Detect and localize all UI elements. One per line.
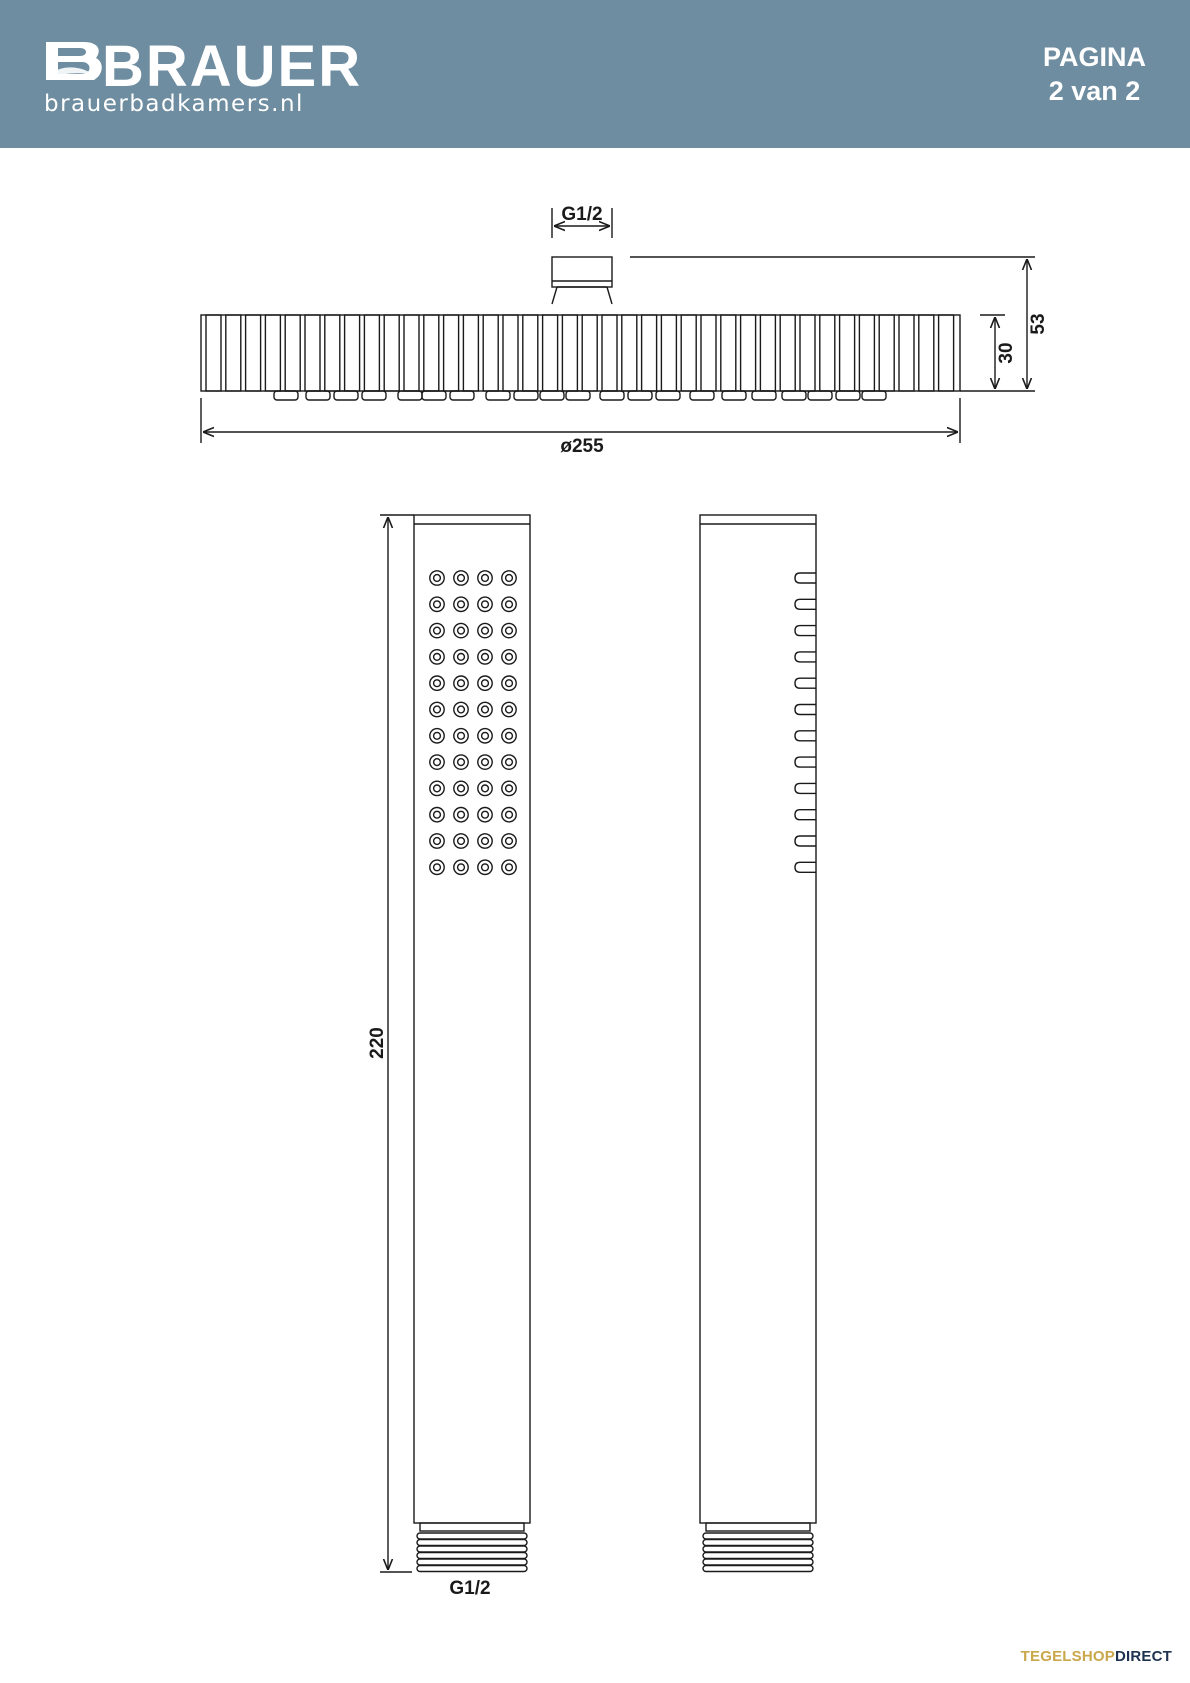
jet-hole bbox=[458, 654, 465, 661]
jet-hole bbox=[482, 811, 489, 818]
plate-rib bbox=[562, 315, 577, 391]
thread-ring bbox=[703, 1559, 813, 1565]
side-nozzle bbox=[795, 678, 816, 688]
jet-hole bbox=[434, 864, 441, 871]
plate-rib bbox=[444, 315, 459, 391]
hand-shower-jets bbox=[430, 571, 516, 875]
jet-ring bbox=[502, 623, 516, 637]
jet-ring bbox=[454, 755, 468, 769]
jet-ring bbox=[502, 597, 516, 611]
jet-hole bbox=[458, 706, 465, 713]
jet-hole bbox=[506, 838, 513, 845]
jet-hole bbox=[458, 759, 465, 766]
jet-hole bbox=[434, 785, 441, 792]
footer-brand-part2: DIRECT bbox=[1114, 1648, 1172, 1665]
jet-hole bbox=[482, 864, 489, 871]
head-diameter-label: ø255 bbox=[560, 436, 604, 457]
plate-nozzle bbox=[422, 391, 446, 400]
plate-nozzle bbox=[274, 391, 298, 400]
plate-nozzle bbox=[486, 391, 510, 400]
jet-ring bbox=[454, 834, 468, 848]
jet-hole bbox=[506, 706, 513, 713]
plate-rib bbox=[206, 315, 221, 391]
shower-head-plate bbox=[201, 315, 960, 391]
plate-rib bbox=[602, 315, 617, 391]
hand-shower-side-thread bbox=[703, 1523, 813, 1572]
jet-ring bbox=[502, 729, 516, 743]
thread-ring bbox=[417, 1533, 527, 1539]
side-nozzle bbox=[795, 705, 816, 715]
jet-hole bbox=[482, 575, 489, 582]
jet-ring bbox=[454, 623, 468, 637]
thread-ring bbox=[703, 1566, 813, 1572]
jet-ring bbox=[478, 597, 492, 611]
plate-nozzle bbox=[690, 391, 714, 400]
plate-rib bbox=[661, 315, 676, 391]
jet-ring bbox=[502, 650, 516, 664]
jet-hole bbox=[482, 838, 489, 845]
side-nozzle bbox=[795, 626, 816, 636]
jet-hole bbox=[482, 601, 489, 608]
jet-ring bbox=[430, 755, 444, 769]
jet-ring bbox=[454, 676, 468, 690]
jet-hole bbox=[434, 732, 441, 739]
jet-hole bbox=[506, 759, 513, 766]
jet-hole bbox=[506, 732, 513, 739]
thread-ring bbox=[703, 1540, 813, 1546]
jet-hole bbox=[434, 706, 441, 713]
plate-nozzle bbox=[566, 391, 590, 400]
jet-ring bbox=[478, 860, 492, 874]
jet-hole bbox=[506, 864, 513, 871]
jet-ring bbox=[430, 729, 444, 743]
hand-shower-length-label: 220 bbox=[367, 1027, 388, 1059]
plate-rib bbox=[721, 315, 736, 391]
jet-hole bbox=[482, 732, 489, 739]
jet-ring bbox=[478, 702, 492, 716]
jet-ring bbox=[430, 860, 444, 874]
plate-rib bbox=[939, 315, 954, 391]
jet-ring bbox=[454, 729, 468, 743]
jet-ring bbox=[502, 702, 516, 716]
jet-ring bbox=[502, 781, 516, 795]
shower-head-drawing bbox=[201, 208, 1035, 443]
jet-ring bbox=[502, 755, 516, 769]
head-connection-label: G1/2 bbox=[561, 204, 603, 225]
jet-hole bbox=[458, 838, 465, 845]
jet-ring bbox=[478, 571, 492, 585]
jet-ring bbox=[430, 808, 444, 822]
page-indicator bbox=[1043, 40, 1146, 108]
plate-rib bbox=[820, 315, 835, 391]
jet-hole bbox=[458, 785, 465, 792]
plate-rib bbox=[305, 315, 320, 391]
side-nozzle bbox=[795, 757, 816, 767]
jet-ring bbox=[454, 781, 468, 795]
shower-head-connector bbox=[552, 257, 612, 287]
jet-hole bbox=[458, 627, 465, 634]
plate-rib bbox=[246, 315, 261, 391]
jet-hole bbox=[482, 680, 489, 687]
plate-rib bbox=[463, 315, 478, 391]
plate-nozzle bbox=[808, 391, 832, 400]
thread-ring bbox=[417, 1546, 527, 1552]
thread-ring bbox=[703, 1553, 813, 1559]
jet-ring bbox=[478, 729, 492, 743]
jet-ring bbox=[478, 676, 492, 690]
brand-name: BRAUER bbox=[102, 34, 363, 99]
thread-ring bbox=[703, 1546, 813, 1552]
jet-ring bbox=[454, 597, 468, 611]
plate-rib bbox=[384, 315, 399, 391]
plate-rib bbox=[483, 315, 498, 391]
page-label-title: PAGINA bbox=[1042, 42, 1146, 72]
plate-rib bbox=[345, 315, 360, 391]
jet-hole bbox=[458, 680, 465, 687]
jet-hole bbox=[506, 627, 513, 634]
plate-nozzle bbox=[862, 391, 886, 400]
jet-ring bbox=[478, 623, 492, 637]
jet-hole bbox=[506, 811, 513, 818]
plate-nozzle bbox=[398, 391, 422, 400]
plate-nozzle bbox=[540, 391, 564, 400]
plate-nozzle bbox=[656, 391, 680, 400]
plate-rib bbox=[859, 315, 874, 391]
plate-nozzle bbox=[362, 391, 386, 400]
jet-hole bbox=[434, 759, 441, 766]
jet-hole bbox=[482, 627, 489, 634]
side-nozzle bbox=[795, 652, 816, 662]
thread-ring bbox=[417, 1566, 527, 1572]
hand-shower-side-nozzles bbox=[795, 573, 816, 872]
thread-ring bbox=[417, 1553, 527, 1559]
side-nozzle bbox=[795, 731, 816, 741]
page-label-count: 2 van 2 bbox=[1048, 76, 1141, 106]
brand-url: brauerbadkamers.nl bbox=[44, 91, 304, 117]
jet-hole bbox=[506, 575, 513, 582]
jet-ring bbox=[502, 860, 516, 874]
plate-rib bbox=[265, 315, 280, 391]
plate-rib bbox=[741, 315, 756, 391]
plate-rib bbox=[780, 315, 795, 391]
jet-ring bbox=[478, 755, 492, 769]
jet-hole bbox=[506, 654, 513, 661]
jet-ring bbox=[478, 808, 492, 822]
jet-hole bbox=[458, 811, 465, 818]
jet-ring bbox=[502, 676, 516, 690]
jet-hole bbox=[482, 785, 489, 792]
plate-rib bbox=[840, 315, 855, 391]
jet-ring bbox=[478, 834, 492, 848]
side-nozzle bbox=[795, 862, 816, 872]
plate-rib bbox=[681, 315, 696, 391]
jet-hole bbox=[458, 601, 465, 608]
page-header bbox=[0, 0, 1190, 148]
jet-hole bbox=[458, 732, 465, 739]
jet-ring bbox=[454, 860, 468, 874]
jet-ring bbox=[430, 623, 444, 637]
jet-ring bbox=[430, 834, 444, 848]
technical-drawing bbox=[0, 148, 1190, 1683]
plate-rib bbox=[523, 315, 538, 391]
plate-rib bbox=[404, 315, 419, 391]
jet-ring bbox=[478, 781, 492, 795]
plate-rib bbox=[760, 315, 775, 391]
plate-rib bbox=[503, 315, 518, 391]
hand-shower-side-drawing bbox=[700, 515, 816, 1572]
plate-nozzle bbox=[782, 391, 806, 400]
thread-collar bbox=[420, 1523, 524, 1531]
plate-rib bbox=[582, 315, 597, 391]
jet-ring bbox=[430, 676, 444, 690]
hand-shower-side-body bbox=[700, 515, 816, 1523]
jet-hole bbox=[434, 654, 441, 661]
hand-shower-front-thread bbox=[417, 1523, 527, 1572]
plate-rib bbox=[899, 315, 914, 391]
plate-nozzle bbox=[334, 391, 358, 400]
footer-brand bbox=[1021, 1648, 1172, 1665]
plate-rib bbox=[919, 315, 934, 391]
plate-rib bbox=[642, 315, 657, 391]
plate-nozzle bbox=[450, 391, 474, 400]
plate-nozzle bbox=[722, 391, 746, 400]
thread-ring bbox=[703, 1533, 813, 1539]
jet-ring bbox=[454, 650, 468, 664]
jet-hole bbox=[506, 601, 513, 608]
jet-ring bbox=[430, 781, 444, 795]
head-plate-height-label: 30 bbox=[996, 342, 1017, 364]
thread-collar bbox=[706, 1523, 810, 1531]
jet-ring bbox=[430, 702, 444, 716]
thread-ring bbox=[417, 1559, 527, 1565]
jet-ring bbox=[430, 650, 444, 664]
footer-brand-part1: TEGELSHOP bbox=[1020, 1648, 1115, 1665]
jet-hole bbox=[434, 838, 441, 845]
plate-rib bbox=[800, 315, 815, 391]
jet-ring bbox=[502, 808, 516, 822]
jet-ring bbox=[502, 571, 516, 585]
jet-hole bbox=[434, 575, 441, 582]
plate-rib bbox=[325, 315, 340, 391]
plate-rib bbox=[879, 315, 894, 391]
thread-ring bbox=[417, 1540, 527, 1546]
plate-rib bbox=[226, 315, 241, 391]
side-nozzle bbox=[795, 810, 816, 820]
plate-nozzle bbox=[514, 391, 538, 400]
jet-hole bbox=[482, 654, 489, 661]
jet-ring bbox=[454, 571, 468, 585]
jet-hole bbox=[434, 811, 441, 818]
plate-rib bbox=[543, 315, 558, 391]
shower-head-ribs bbox=[206, 315, 954, 391]
plate-rib bbox=[285, 315, 300, 391]
jet-hole bbox=[482, 759, 489, 766]
hand-shower-connection-label: G1/2 bbox=[449, 1578, 491, 1599]
plate-nozzle bbox=[752, 391, 776, 400]
jet-hole bbox=[458, 864, 465, 871]
jet-hole bbox=[506, 785, 513, 792]
jet-ring bbox=[430, 597, 444, 611]
head-total-height-label: 53 bbox=[1028, 313, 1049, 335]
plate-nozzle bbox=[628, 391, 652, 400]
jet-ring bbox=[430, 571, 444, 585]
plate-rib bbox=[424, 315, 439, 391]
jet-hole bbox=[434, 627, 441, 634]
shower-head-nozzles bbox=[274, 391, 886, 400]
jet-hole bbox=[506, 680, 513, 687]
jet-ring bbox=[478, 650, 492, 664]
side-nozzle bbox=[795, 783, 816, 793]
jet-hole bbox=[434, 601, 441, 608]
plate-rib bbox=[364, 315, 379, 391]
side-nozzle bbox=[795, 836, 816, 846]
plate-nozzle bbox=[600, 391, 624, 400]
jet-hole bbox=[458, 575, 465, 582]
jet-ring bbox=[454, 702, 468, 716]
side-nozzle bbox=[795, 599, 816, 609]
jet-ring bbox=[502, 834, 516, 848]
side-nozzle bbox=[795, 573, 816, 583]
jet-hole bbox=[482, 706, 489, 713]
plate-rib bbox=[701, 315, 716, 391]
plate-rib bbox=[622, 315, 637, 391]
hand-shower-front-body bbox=[414, 515, 530, 1523]
jet-hole bbox=[434, 680, 441, 687]
jet-ring bbox=[454, 808, 468, 822]
plate-nozzle bbox=[306, 391, 330, 400]
hand-shower-front-drawing bbox=[380, 515, 530, 1572]
plate-nozzle bbox=[836, 391, 860, 400]
